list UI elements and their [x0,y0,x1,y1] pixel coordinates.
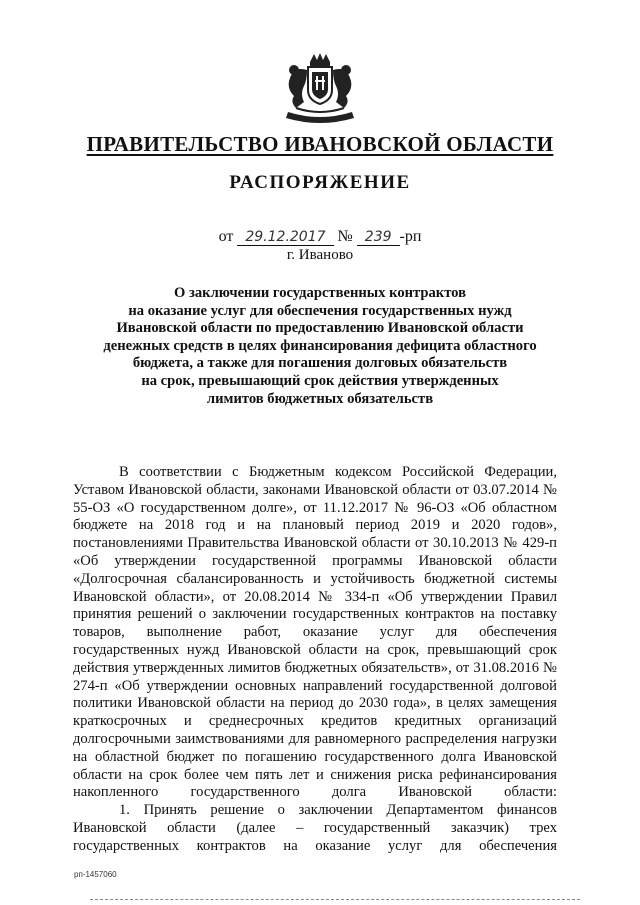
coat-of-arms-icon [276,52,364,126]
body-paragraph-item-1: 1. Принять решение о заключении Департаментом финансов Ивановской области (далее – государственный заказчик) трех государственных контрактов на оказание услуг для обеспечения [73,802,557,854]
number-prefix: № [337,228,353,245]
date-prefix: от [218,228,234,245]
subject-line: на оказание услуг для обеспечения государственных нужд [128,302,512,319]
city-line: г. Иваново [286,247,354,263]
date-number-line [0,228,640,246]
organization-title: ПРАВИТЕЛЬСТВО ИВАНОВСКОЙ ОБЛАСТИ [86,132,554,156]
number-suffix: -рп [399,228,422,245]
page-bottom-edge [90,899,580,900]
handwritten-date: 29.12.2017 [237,229,333,246]
body-text [73,464,557,856]
subject-line: на срок, превышающий срок действия утвержденных [141,372,499,389]
subject-line: О заключении государственных контрактов [174,285,466,301]
subject-line: Ивановской области по предоставлению Ивановской области [116,320,524,337]
subject-line: денежных средств в целях финансирования дефицита областного [103,337,537,354]
subject-line: бюджета, а также для погашения долговых обязательств [132,355,508,372]
handwritten-number: 239 [357,229,400,246]
subject-line: лимитов бюджетных обязательств [206,390,434,407]
subject-heading [60,285,580,408]
body-paragraph-preamble: В соответствии с Бюджетным кодексом Российской Федерации, Уставом Ивановской области, законами Ивановской области от 03.07.2014 № 55-ОЗ «О государственном долге», от 11.12.2017 № 96-ОЗ «Об областном бюджете на 2018 год и на плановый период 2019 и 2020 годов», постановлениями Правительства Ивановской области от 30.10.2013 № 429-п «Об утверждении государственной программы Ивановской области «Долгосрочная сбалансированность и устойчивость бюджетной системы Ивановской области», от 20.08.2014 № 334-п «Об утверждении Правил принятия решений о заключении государственных контрактов на поставку товаров, выполнение работ, оказание услуг для обеспечения государственных нужд Ивановской области на срок, превышающий срок действия утвержденных лимитов бюджетных обязательств», от 31.08.2016 № 274-п «Об утверждении основных направлений государственной долговой политики Ивановской области на период до 2030 года», в целях замещения краткосрочных и среднесрочных кредитов кредитных организаций долгосрочными заимствованиями для равномерного распределения нагрузки на областной бюджет по погашению государственного долга Ивановской области на срок более чем пять лет и снижения риска рефинансирования накопленного государственного долга Ивановской области: [73,464,557,801]
document-type-title: РАСПОРЯЖЕНИЕ [229,172,411,193]
document-code: рп-1457060 [74,870,117,879]
